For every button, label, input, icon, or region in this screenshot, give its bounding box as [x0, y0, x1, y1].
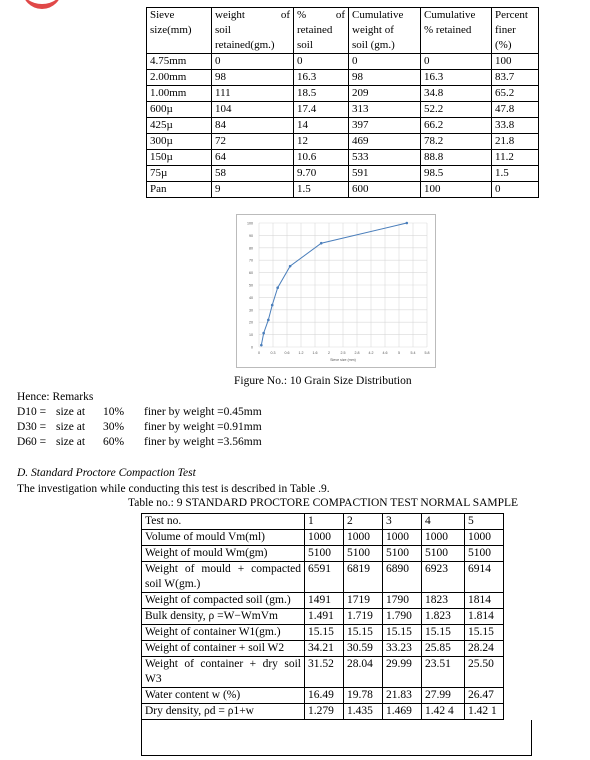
section-title: D. Standard Proctore Compaction Test — [17, 467, 196, 479]
proctor-value-cell: 1719 — [344, 593, 383, 609]
proctor-value-cell: 6591 — [305, 562, 344, 593]
proctor-row — [142, 625, 504, 641]
sieve-cell: 58 — [212, 166, 294, 182]
proctor-value-cell: 26.47 — [465, 688, 504, 704]
proctor-value-cell: 1.42 1 — [465, 704, 504, 720]
sieve-row — [147, 182, 539, 198]
y-tick-label: 40 — [249, 295, 253, 300]
proctor-value-cell: 1 — [305, 514, 344, 530]
header-line: weight of — [352, 24, 394, 36]
sieve-cell: 150µ — [147, 150, 212, 166]
proctor-value-cell: 1.279 — [305, 704, 344, 720]
proctor-value-cell: 1814 — [465, 593, 504, 609]
sieve-cell: 98 — [212, 70, 294, 86]
sieve-cell: 66.2 — [421, 118, 492, 134]
remark-size: size at — [56, 436, 86, 448]
proctor-label-cell: Dry density, ρd = ρ1+w — [142, 704, 305, 720]
data-point — [262, 332, 265, 335]
proctor-value-cell: 1.435 — [344, 704, 383, 720]
proctor-value-cell: 6819 — [344, 562, 383, 593]
proctor-row — [142, 562, 504, 593]
y-tick-label: 80 — [249, 246, 253, 251]
proctor-value-cell: 1.823 — [422, 609, 465, 625]
proctor-value-cell: 2 — [344, 514, 383, 530]
header-line: retained(gm.) — [215, 39, 275, 51]
sieve-cell: 0 — [294, 54, 349, 70]
x-tick-label: 1.6 — [312, 351, 318, 355]
header-line: Percent — [495, 9, 528, 21]
proctor-row — [142, 546, 504, 562]
sieve-cell: 88.8 — [421, 150, 492, 166]
sieve-header-cell — [212, 8, 294, 54]
proctor-value-cell: 34.21 — [305, 641, 344, 657]
proctor-value-cell: 3 — [383, 514, 422, 530]
proctor-value-cell: 1.469 — [383, 704, 422, 720]
sieve-row — [147, 54, 539, 70]
proctor-row — [142, 593, 504, 609]
header-line: Sieve — [150, 9, 175, 21]
sieve-cell: 98 — [349, 70, 421, 86]
header-line: Cumulative — [352, 9, 404, 21]
remark-desc: finer by weight =0.45mm — [144, 406, 262, 418]
data-point — [260, 344, 263, 347]
proctor-value-cell: 25.50 — [465, 657, 504, 688]
proctor-value-cell: 30.59 — [344, 641, 383, 657]
remark-label: D60 = — [17, 436, 47, 448]
sieve-cell: 83.7 — [492, 70, 539, 86]
proctor-value-cell: 27.99 — [422, 688, 465, 704]
proctor-value-cell: 15.15 — [344, 625, 383, 641]
proctor-row — [142, 688, 504, 704]
proctor-value-cell: 5100 — [344, 546, 383, 562]
sieve-cell: 209 — [349, 86, 421, 102]
proctor-value-cell: 5100 — [422, 546, 465, 562]
x-tick-label: 5 — [398, 351, 400, 355]
sieve-cell: 313 — [349, 102, 421, 118]
proctor-value-cell: 5 — [465, 514, 504, 530]
sieve-cell: 397 — [349, 118, 421, 134]
proctor-value-cell: 6890 — [383, 562, 422, 593]
proctor-value-cell: 1.719 — [344, 609, 383, 625]
proctor-value-cell: 6914 — [465, 562, 504, 593]
sieve-cell: 75µ — [147, 166, 212, 182]
sieve-cell: 1.5 — [294, 182, 349, 198]
proctor-value-cell: 1.814 — [465, 609, 504, 625]
sieve-header-cell — [147, 8, 212, 54]
sieve-cell: 17.4 — [294, 102, 349, 118]
sieve-cell: 9 — [212, 182, 294, 198]
proctor-value-cell: 1.42 4 — [422, 704, 465, 720]
grain-size-chart — [236, 214, 436, 368]
sieve-cell: Pan — [147, 182, 212, 198]
proctor-label-cell: Weight of container + soil W2 — [142, 641, 305, 657]
data-point — [276, 286, 279, 289]
sieve-cell: 533 — [349, 150, 421, 166]
sieve-cell: 72 — [212, 134, 294, 150]
section-intro: The investigation while conducting this test is described in Table .9. — [17, 483, 330, 495]
sieve-cell: 0 — [492, 182, 539, 198]
sieve-cell: 52.2 — [421, 102, 492, 118]
sieve-cell: 591 — [349, 166, 421, 182]
sieve-cell: 1.5 — [492, 166, 539, 182]
proctor-value-cell: 1000 — [465, 530, 504, 546]
header-line: size(mm) — [150, 24, 192, 36]
y-tick-label: 100 — [247, 221, 253, 226]
y-tick-label: 10 — [249, 333, 253, 338]
x-tick-label: 2.8 — [354, 351, 360, 355]
sieve-row — [147, 70, 539, 86]
data-point — [271, 304, 274, 307]
table-empty-area — [141, 720, 532, 756]
sieve-cell: 600 — [349, 182, 421, 198]
proctor-value-cell: 15.15 — [305, 625, 344, 641]
x-tick-label: 0.6 — [284, 351, 290, 355]
proctor-value-cell: 16.49 — [305, 688, 344, 704]
proctor-label-cell: Weight of container W1(gm.) — [142, 625, 305, 641]
proctor-value-cell: 1491 — [305, 593, 344, 609]
header-line: soil — [215, 24, 231, 36]
proctor-value-cell: 25.85 — [422, 641, 465, 657]
proctor-value-cell: 1.790 — [383, 609, 422, 625]
proctor-value-cell: 15.15 — [465, 625, 504, 641]
proctor-value-cell: 6923 — [422, 562, 465, 593]
remark-pct: 60% — [103, 436, 125, 448]
proctor-value-cell: 1823 — [422, 593, 465, 609]
sieve-cell: 300µ — [147, 134, 212, 150]
proctor-value-cell: 1790 — [383, 593, 422, 609]
remark-label: D10 = — [17, 406, 47, 418]
sieve-cell: 14 — [294, 118, 349, 134]
proctor-value-cell: 29.99 — [383, 657, 422, 688]
proctor-value-cell: 1.491 — [305, 609, 344, 625]
proctor-value-cell: 23.51 — [422, 657, 465, 688]
sieve-row — [147, 118, 539, 134]
sieve-row — [147, 150, 539, 166]
sieve-analysis-table — [146, 7, 539, 198]
proctor-label-cell: Water content w (%) — [142, 688, 305, 704]
sieve-cell: 425µ — [147, 118, 212, 134]
sieve-cell: 100 — [421, 182, 492, 198]
y-tick-label: 30 — [249, 308, 253, 313]
header-line: soil — [297, 39, 313, 51]
sieve-cell: 11.2 — [492, 150, 539, 166]
table-caption: Table no.: 9 STANDARD PROCTORE COMPACTION TEST NORMAL SAMPLE — [128, 497, 519, 509]
proctor-value-cell: 31.52 — [305, 657, 344, 688]
sieve-cell: 469 — [349, 134, 421, 150]
proctor-value-cell: 1000 — [422, 530, 465, 546]
sieve-cell: 34.8 — [421, 86, 492, 102]
proctor-row — [142, 657, 504, 688]
figure-caption: Figure No.: 10 Grain Size Distribution — [234, 375, 412, 387]
y-tick-label: 0 — [251, 345, 253, 350]
proctor-label-cell: Weight of container + dry soil W3 — [142, 657, 305, 688]
remark-label: D30 = — [17, 421, 47, 433]
sieve-row — [147, 86, 539, 102]
sieve-cell: 98.5 — [421, 166, 492, 182]
sieve-header-row — [147, 8, 539, 54]
sieve-cell: 111 — [212, 86, 294, 102]
proctor-label-cell: Weight of mould Wm(gm) — [142, 546, 305, 562]
data-point — [405, 222, 408, 225]
proctor-label-cell: Test no. — [142, 514, 305, 530]
sieve-row — [147, 166, 539, 182]
sieve-cell: 84 — [212, 118, 294, 134]
remark-desc: finer by weight =3.56mm — [144, 436, 262, 448]
header-line: (%) — [495, 39, 512, 51]
proctor-value-cell: 28.24 — [465, 641, 504, 657]
sieve-header-cell — [421, 8, 492, 54]
proctor-value-cell: 21.83 — [383, 688, 422, 704]
proctor-label-cell: Weight of compacted soil (gm.) — [142, 593, 305, 609]
proctor-row — [142, 514, 504, 530]
sieve-cell: 64 — [212, 150, 294, 166]
remarks-heading: Hence: Remarks — [17, 391, 94, 403]
proctor-value-cell: 5100 — [383, 546, 422, 562]
sieve-cell: 10.6 — [294, 150, 349, 166]
sieve-cell: 78.2 — [421, 134, 492, 150]
x-tick-label: 1.2 — [298, 351, 304, 355]
sieve-cell: 33.8 — [492, 118, 539, 134]
header-line: retained — [297, 24, 333, 36]
x-tick-label: 0 — [258, 351, 260, 355]
x-axis-label: Sieve size (mm) — [330, 358, 356, 362]
proctor-value-cell: 1000 — [305, 530, 344, 546]
sieve-cell: 16.3 — [294, 70, 349, 86]
header-line: % retained — [424, 24, 472, 36]
proctor-row — [142, 609, 504, 625]
remark-pct: 30% — [103, 421, 125, 433]
proctor-value-cell: 33.23 — [383, 641, 422, 657]
x-tick-label: 4.2 — [368, 351, 374, 355]
header-line: finer — [495, 24, 516, 36]
sieve-cell: 65.2 — [492, 86, 539, 102]
proctor-value-cell: 5100 — [305, 546, 344, 562]
proctor-value-cell: 15.15 — [422, 625, 465, 641]
y-tick-label: 90 — [249, 233, 253, 238]
proctor-row — [142, 530, 504, 546]
x-tick-label: 2 — [328, 351, 330, 355]
sieve-row — [147, 134, 539, 150]
chart-svg — [237, 215, 435, 367]
remark-size: size at — [56, 406, 86, 418]
data-point — [289, 265, 292, 268]
header-line: Cumulative — [424, 9, 476, 21]
header-line: % of — [297, 9, 345, 21]
proctor-row — [142, 641, 504, 657]
proctor-label-cell: Weight of mould + compacted soil W(gm.) — [142, 562, 305, 593]
logo-arc — [22, 0, 62, 9]
sieve-cell: 12 — [294, 134, 349, 150]
remark-desc: finer by weight =0.91mm — [144, 421, 262, 433]
data-point — [267, 319, 270, 322]
y-tick-label: 20 — [249, 320, 253, 325]
data-point — [320, 242, 323, 245]
y-tick-label: 50 — [249, 283, 253, 288]
x-tick-label: 5.4 — [410, 351, 416, 355]
sieve-cell: 1.00mm — [147, 86, 212, 102]
proctor-value-cell: 1000 — [383, 530, 422, 546]
proctor-table — [141, 513, 504, 720]
proctor-label-cell: Bulk density, ρ =W−WmVm — [142, 609, 305, 625]
proctor-value-cell: 15.15 — [383, 625, 422, 641]
proctor-value-cell: 19.78 — [344, 688, 383, 704]
sieve-cell: 4.75mm — [147, 54, 212, 70]
sieve-cell: 100 — [492, 54, 539, 70]
sieve-cell: 18.5 — [294, 86, 349, 102]
x-tick-label: 4.6 — [382, 351, 388, 355]
sieve-cell: 16.3 — [421, 70, 492, 86]
sieve-cell: 104 — [212, 102, 294, 118]
x-tick-label: 0.3 — [270, 351, 276, 355]
sieve-cell: 0 — [212, 54, 294, 70]
remark-size: size at — [56, 421, 86, 433]
proctor-value-cell: 4 — [422, 514, 465, 530]
proctor-label-cell: Volume of mould Vm(ml) — [142, 530, 305, 546]
sieve-header-cell — [349, 8, 421, 54]
sieve-cell: 600µ — [147, 102, 212, 118]
proctor-value-cell: 1000 — [344, 530, 383, 546]
remark-pct: 10% — [103, 406, 125, 418]
sieve-row — [147, 102, 539, 118]
x-tick-label: 2.5 — [340, 351, 346, 355]
header-line: soil (gm.) — [352, 39, 395, 51]
x-tick-label: 5.8 — [424, 351, 430, 355]
sieve-header-cell — [492, 8, 539, 54]
sieve-cell: 2.00mm — [147, 70, 212, 86]
sieve-cell: 0 — [421, 54, 492, 70]
sieve-cell: 47.8 — [492, 102, 539, 118]
sieve-cell: 21.8 — [492, 134, 539, 150]
sieve-cell: 0 — [349, 54, 421, 70]
y-tick-label: 60 — [249, 271, 253, 276]
header-line: weight of — [215, 9, 290, 21]
sieve-header-cell — [294, 8, 349, 54]
proctor-row — [142, 704, 504, 720]
y-tick-label: 70 — [249, 258, 253, 263]
proctor-value-cell: 28.04 — [344, 657, 383, 688]
sieve-cell: 9.70 — [294, 166, 349, 182]
proctor-value-cell: 5100 — [465, 546, 504, 562]
